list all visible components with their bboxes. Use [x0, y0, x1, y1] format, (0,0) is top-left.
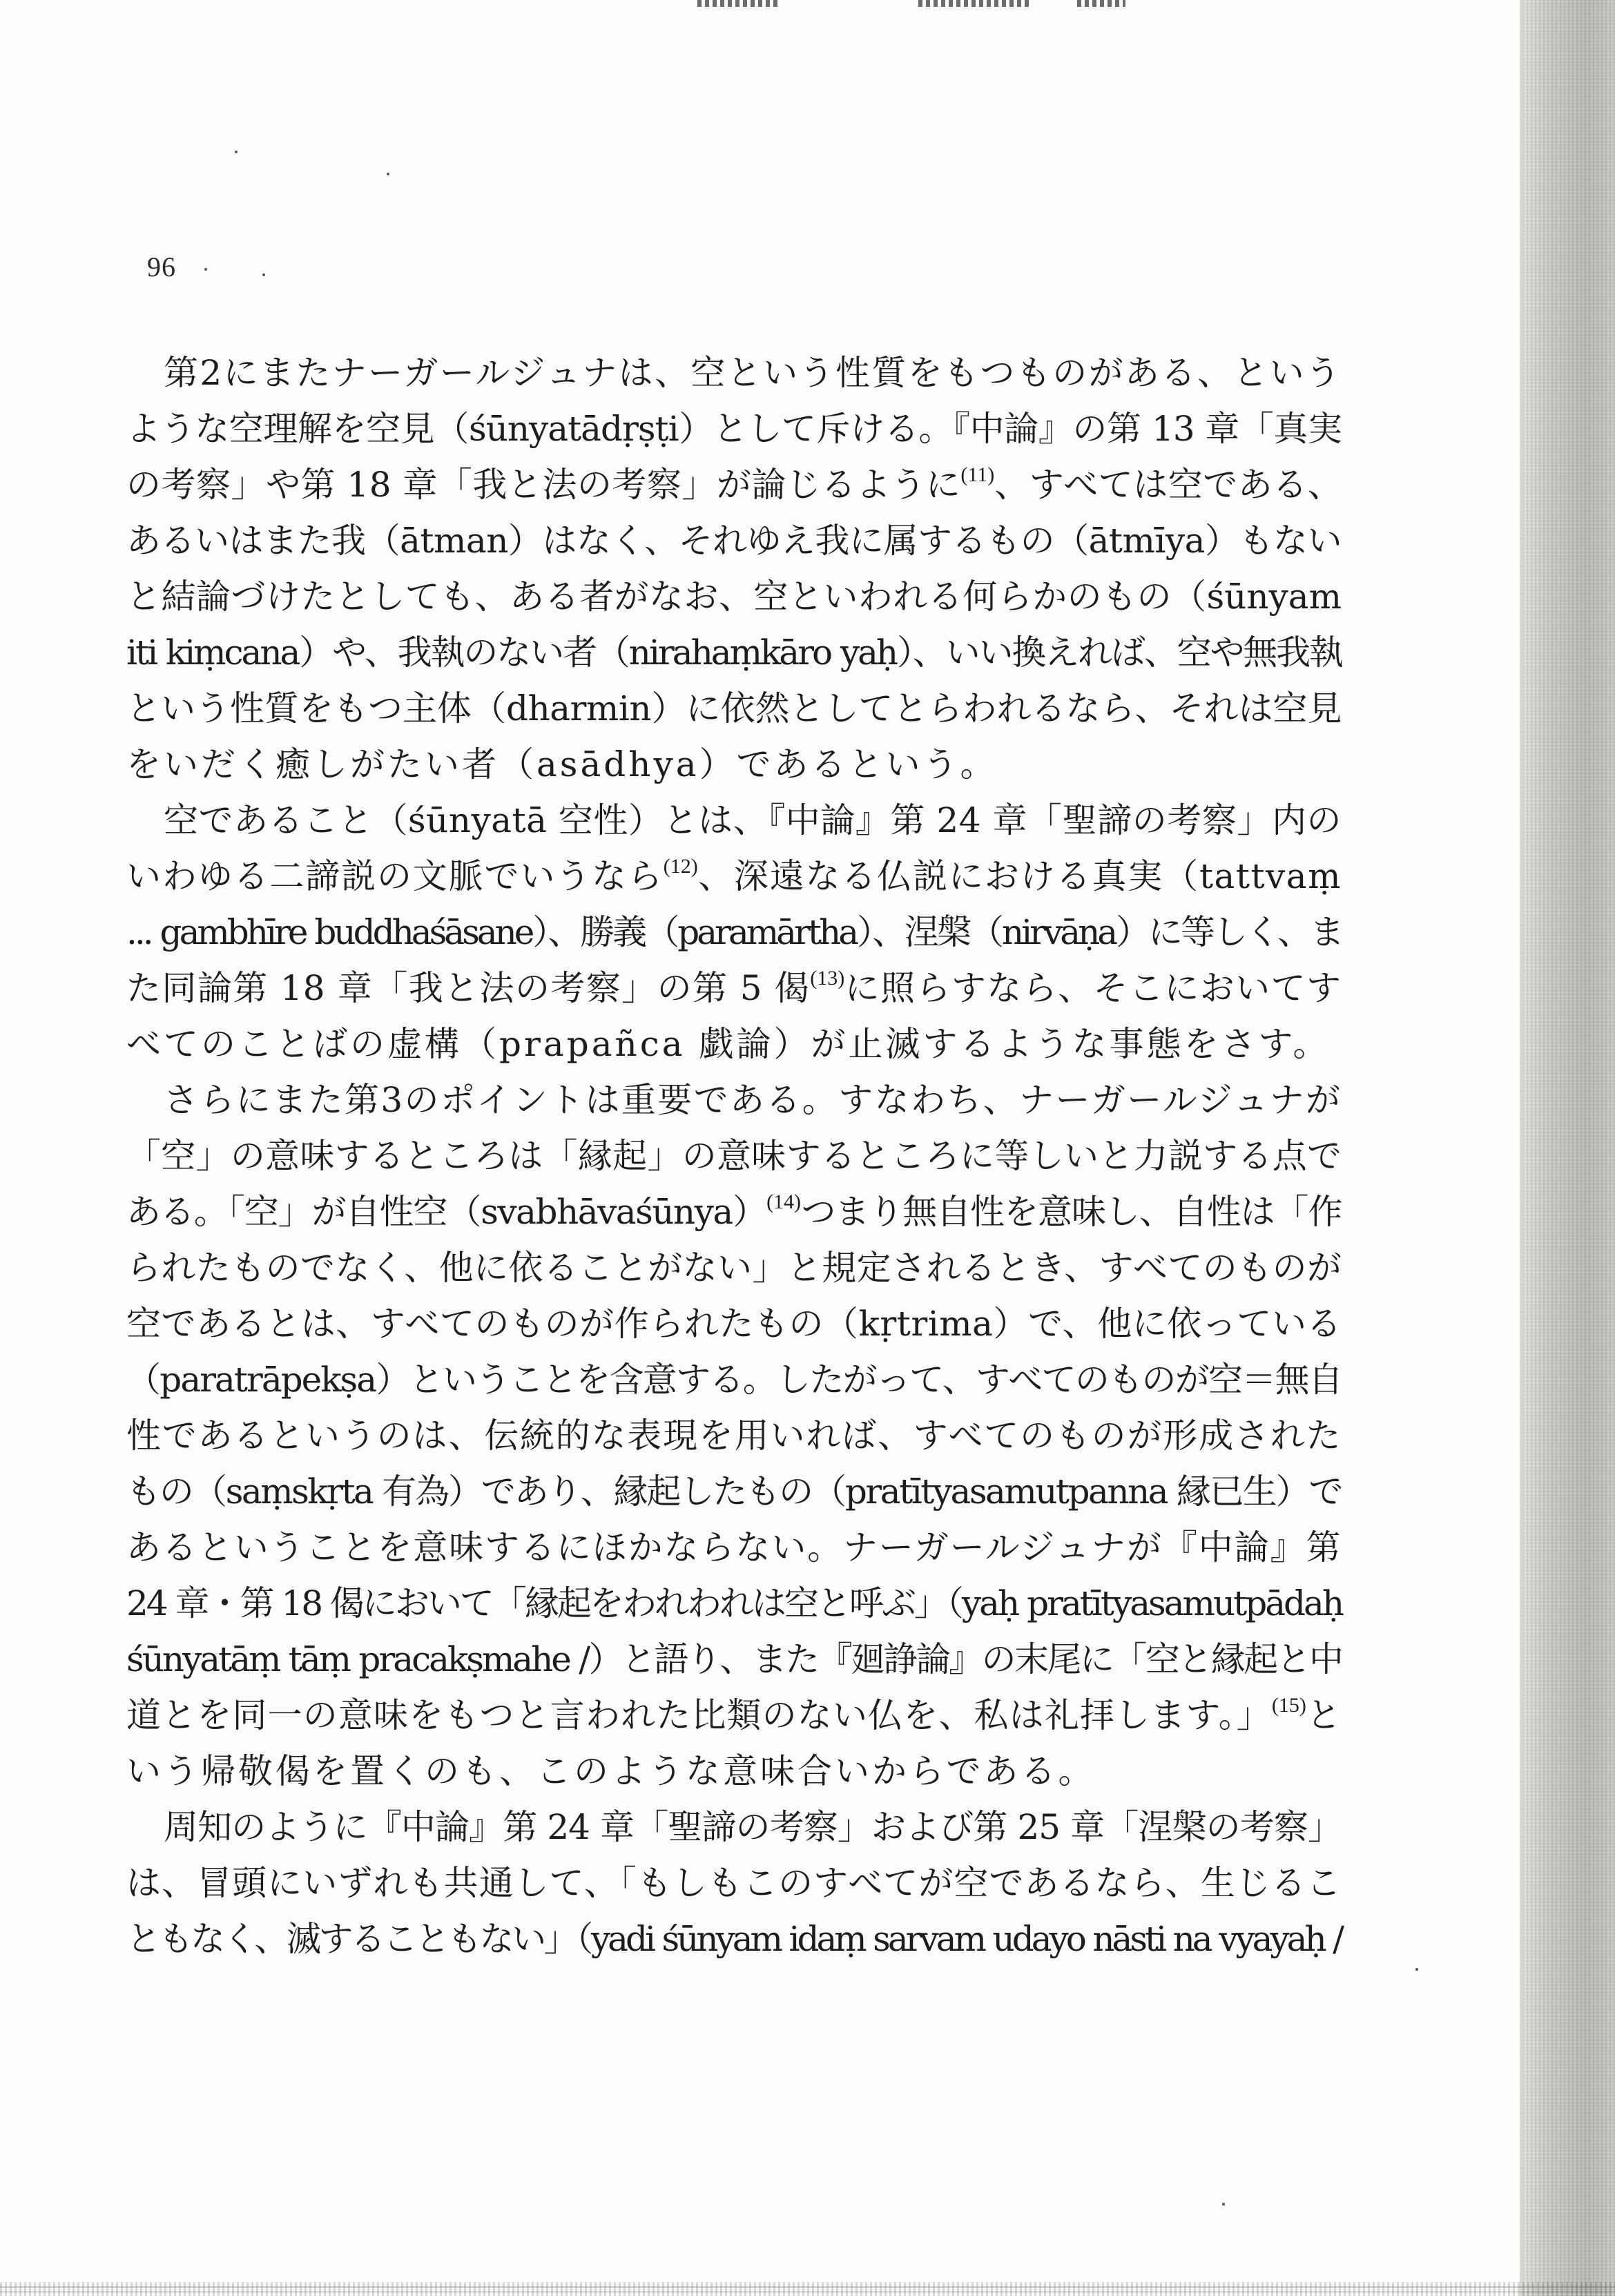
footnote-ref: (15) — [1271, 1694, 1306, 1717]
text-line: さらにまた第3のポイントは重要である。すなわち、ナーガールジュナが — [164, 1080, 1342, 1120]
scan-speck — [1222, 2203, 1225, 2206]
text-line: 空であるとは、すべてのものが作られたもの（kṛtrima）で、他に依っている — [126, 1304, 1342, 1344]
text-line: と結論づけたとしても、ある者がなお、空といわれる何らかのもの（śūnyam — [126, 577, 1342, 617]
body-text — [126, 345, 1342, 1967]
text-line: 「空」の意味するところは「縁起」の意味するところに等しいと力説する点で — [126, 1136, 1342, 1176]
scan-bottom-edge — [0, 2282, 1615, 2296]
text-line: 性であるというのは、伝統的な表現を用いれば、すべてのものが形成された — [126, 1416, 1342, 1456]
page-number: 96 — [147, 251, 176, 282]
footnote-ref: (14) — [766, 1190, 802, 1213]
scan-speck — [1415, 1968, 1418, 1971]
text-line: べてのことばの虚構（prapañca 戯論）が止滅するような事態をさす。 — [126, 1024, 1331, 1064]
scan-speck — [204, 268, 207, 271]
text-line: あるいはまた我（ātman）はなく、それゆえ我に属するもの（ātmīya）もない — [126, 521, 1342, 561]
scan-artifact — [1077, 0, 1125, 7]
text-line: 周知のように『中論』第 24 章「聖諦の考察」および第 25 章「涅槃の考察」 — [164, 1807, 1342, 1847]
text-line: もの（saṃskṛta 有為）であり、縁起したもの（pratītyasamutpanna 縁已生）で — [126, 1472, 1342, 1512]
scan-speck — [262, 273, 265, 276]
text-line: 道とを同一の意味をもつと言われた比類のない仏を、私は礼拝します。」$^{(15)}$と — [126, 1694, 1342, 1735]
text-line: いう帰敬偈を置くのも、このような意味合いからである。 — [126, 1751, 1096, 1791]
text-line: ような空理解を空見（śūnyatādṛṣṭi）として斥ける。『中論』の第 13 章「真実 — [126, 409, 1342, 449]
text-line: ともなく、滅することもない」（yadi śūnyam idaṃ sarvam udayo nāsti na vyayaḥ / — [126, 1919, 1342, 1959]
text-line: 第2にまたナーガールジュナは、空という性質をもつものがある、という — [164, 353, 1342, 393]
text-line: た同論第 18 章「我と法の考察」の第 5 偈$^{(13)}$に照らすなら、そこにおいてす — [126, 967, 1342, 1008]
text-line: iti kiṃcana）や、我執のない者（nirahaṃkāro yaḥ）、いい換えれば、空や無我執 — [126, 633, 1342, 673]
scan-artifact — [918, 0, 1029, 7]
text-line: の考察」や第 18 章「我と法の考察」が論じるように$^{(11)}$、すべては空である、 — [126, 463, 1343, 505]
text-line: は、冒頭にいずれも共通して、「もしもこのすべてが空であるなら、生じるこ — [126, 1863, 1342, 1903]
text-line: いわゆる二諦説の文脈でいうなら$^{(12)}$、深遠なる仏説における真実（tattvaṃ — [126, 855, 1342, 896]
text-line: あるということを意味するにほかならない。ナーガールジュナが『中論』第 — [126, 1527, 1342, 1567]
text-line: 24 章・第 18 偈において「縁起をわれわれは空と呼ぶ」（yaḥ pratītyasamutpādaḥ — [126, 1583, 1343, 1623]
footnote-ref: (13) — [810, 967, 845, 990]
text-line: をいだく癒しがたい者（asādhya）であるという。 — [126, 744, 998, 784]
scan-speck — [235, 151, 238, 153]
scan-artifact — [697, 0, 780, 7]
text-line: ある。「空」が自性空（svabhāvaśūnya）$^{(14)}$つまり無自性を意味し、自性は「作 — [126, 1190, 1342, 1232]
text-line: ... gambhīre buddhaśāsane）、勝義（paramārtha）、涅槃（nirvāṇa）に等しく、ま — [126, 912, 1342, 952]
page-gutter — [1522, 0, 1615, 2296]
footnote-ref: (12) — [663, 855, 698, 878]
footnote-ref: (11) — [960, 463, 995, 486]
text-line: （paratrāpekṣa）ということを含意する。したがって、すべてのものが空＝無自 — [126, 1360, 1342, 1400]
text-line: śūnyatāṃ tāṃ pracakṣmahe /）と語り、また『廻諍論』の末尾に「空と縁起と中 — [126, 1639, 1342, 1679]
text-line: られたものでなく、他に依ることがない」と規定されるとき、すべてのものが — [126, 1248, 1342, 1288]
scan-speck — [387, 173, 389, 175]
text-line: という性質をもつ主体（dharmin）に依然としてとらわれるなら、それは空見 — [126, 688, 1342, 729]
text-line: 空であること（śūnyatā 空性）とは、『中論』第 24 章「聖諦の考察」内の — [164, 800, 1342, 840]
